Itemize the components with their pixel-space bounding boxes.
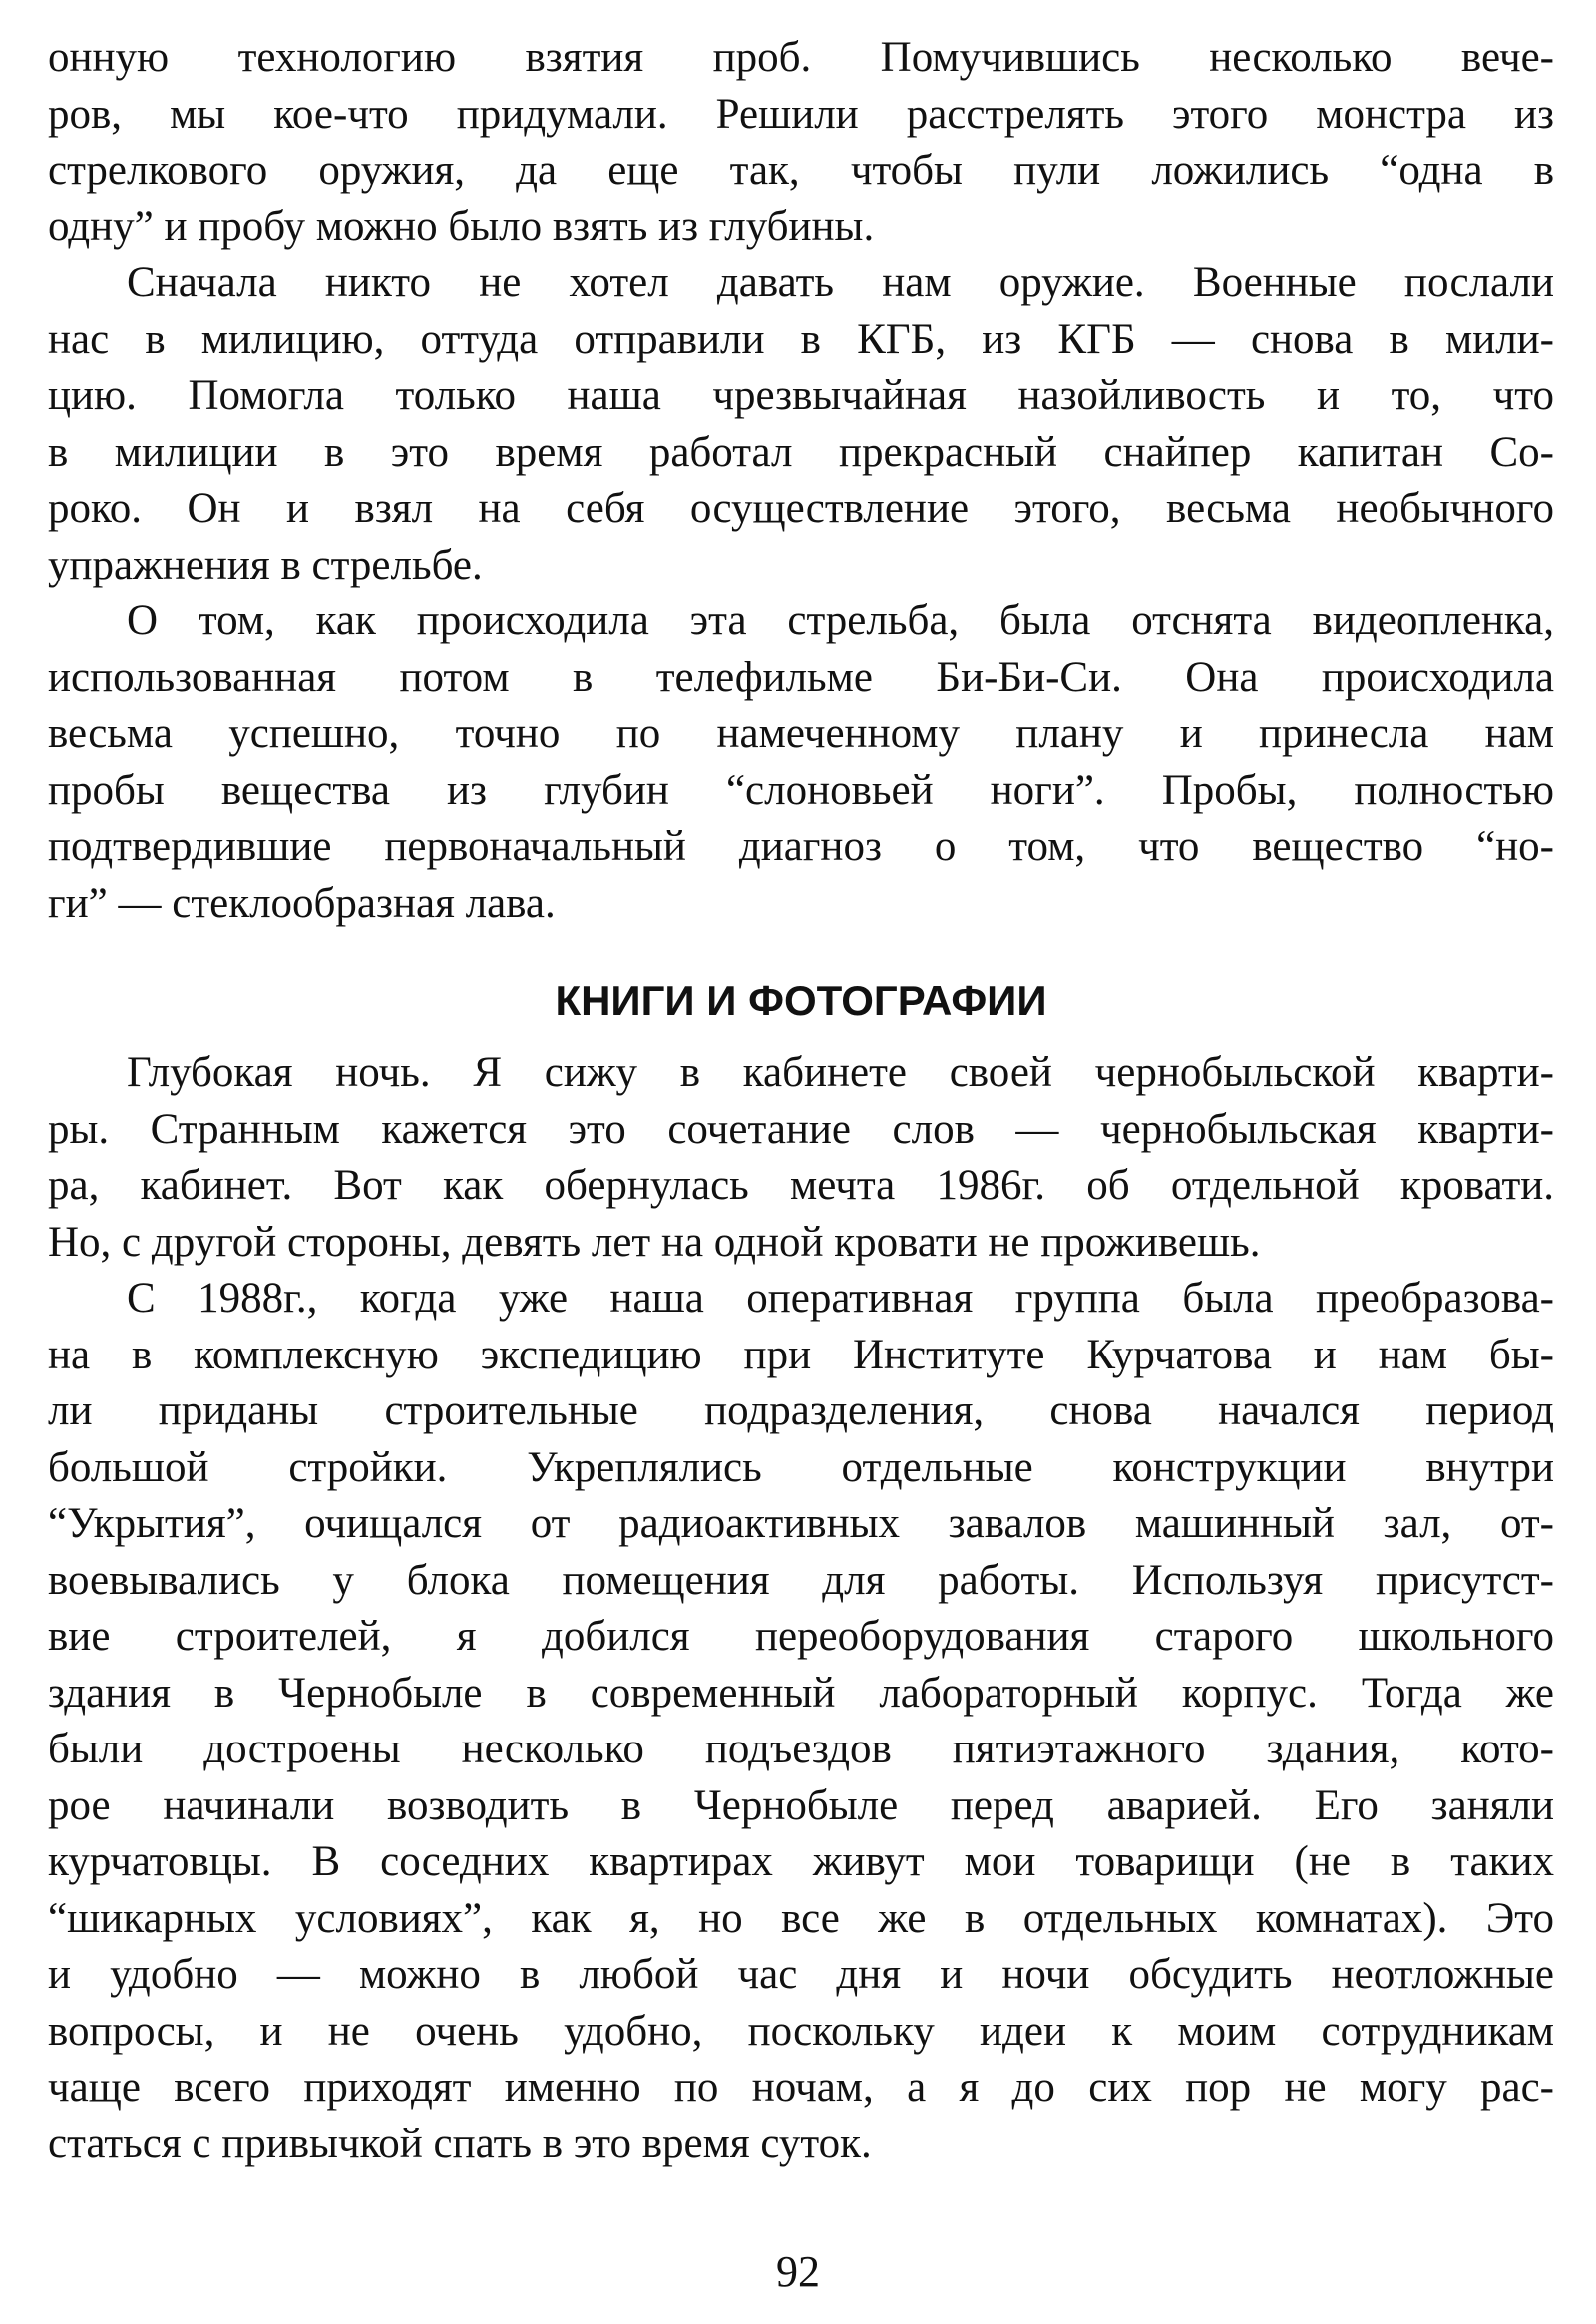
text-line: рое начинали возводить в Чернобыле перед аварией. Его заняли (48, 1781, 1554, 1829)
text-line: нас в милицию, оттуда отправили в КГБ, из КГБ — снова в мили- (48, 315, 1554, 363)
text-line: подтвердившие первоначальный диагноз о том, что вещество “но- (48, 823, 1554, 870)
text-line: Глубокая ночь. Я сижу в кабинете своей чернобыльской кварти- (127, 1049, 1554, 1096)
text-line: цию. Помогла только наша чрезвычайная назойливость и то, что (48, 372, 1554, 419)
page-number: 92 (776, 2247, 820, 2296)
text-line: статься с привычкой спать в это время суток. (48, 2120, 872, 2167)
text-line: пробы вещества из глубин “слоновьей ноги”. Пробы, полностью (48, 766, 1554, 814)
paragraph-4 (48, 1045, 1554, 1271)
text-line: одну” и пробу можно было взять из глубины. (48, 202, 875, 250)
text-line: ров, мы кое-что придумали. Решили расстрелять этого монстра из (48, 90, 1554, 138)
text-line: упражнения в стрельбе. (48, 541, 483, 588)
paragraph-1 (48, 30, 1554, 255)
text-line: Но, с другой стороны, девять лет на одной кровати не проживешь. (48, 1218, 1261, 1266)
paragraph-3 (48, 593, 1554, 932)
text-line: ли приданы строительные подразделения, снова начался период (48, 1387, 1554, 1434)
text-line: ра, кабинет. Вот как обернулась мечта 1986г. об отдельной кровати. (48, 1162, 1554, 1209)
text-line: курчатовцы. В соседних квартирах живут мои товарищи (не в таких (48, 1838, 1554, 1885)
text-line: были достроены несколько подъездов пятиэтажного здания, кото- (48, 1726, 1554, 1772)
text-line: использованная потом в телефильме Би-Би-Си. Она происходила (48, 653, 1554, 701)
text-line: воевывались у блока помещения для работы. Используя присутст- (48, 1556, 1554, 1604)
text-line: вопросы, и не очень удобно, поскольку идеи к моим сотрудникам (48, 2007, 1554, 2055)
text-line: на в комплексную экспедицию при Институте Курчатова и нам бы- (48, 1331, 1554, 1378)
text-line: чаще всего приходят именно по ночам, а я до сих пор не могу рас- (48, 2064, 1554, 2111)
text-line: онную технологию взятия проб. Помучившись несколько вече- (48, 34, 1554, 81)
text-line: Сначала никто не хотел давать нам оружие. Военные послали (127, 259, 1554, 306)
paragraph-5 (48, 1271, 1554, 2172)
section-heading: КНИГИ И ФОТОГРАФИИ (555, 977, 1047, 1024)
text-line: С 1988г., когда уже наша оперативная группа была преобразова- (127, 1275, 1554, 1322)
book-page (48, 30, 1554, 2172)
text-line: О том, как происходила эта стрельба, была отснята видеопленка, (127, 597, 1554, 644)
text-line: вие строителей, я добился переоборудования старого школьного (48, 1613, 1554, 1660)
text-line: ры. Странным кажется это сочетание слов — чернобыльская кварти- (48, 1105, 1554, 1153)
text-line: и удобно — можно в любой час дня и ночи обсудить неотложные (48, 1951, 1554, 1998)
text-line: ги” — стеклообразная лава. (48, 879, 556, 927)
text-line: роко. Он и взял на себя осуществление этого, весьма необычного (48, 485, 1554, 532)
text-line: большой стройки. Укреплялись отдельные конструкции внутри (48, 1443, 1554, 1491)
paragraph-2 (48, 255, 1554, 593)
text-line: здания в Чернобыле в современный лабораторный корпус. Тогда же (48, 1669, 1554, 1717)
text-line: “Укрытия”, очищался от радиоактивных завалов машинный зал, от- (48, 1500, 1554, 1547)
text-line: весьма успешно, точно по намеченному плану и принесла нам (48, 710, 1554, 757)
text-line: в милиции в это время работал прекрасный снайпер капитан Со- (48, 428, 1554, 476)
text-line: “шикарных условиях”, как я, но все же в отдельных комнатах). Это (48, 1894, 1554, 1942)
text-line: стрелкового оружия, да еще так, чтобы пули ложились “одна в (48, 147, 1554, 194)
